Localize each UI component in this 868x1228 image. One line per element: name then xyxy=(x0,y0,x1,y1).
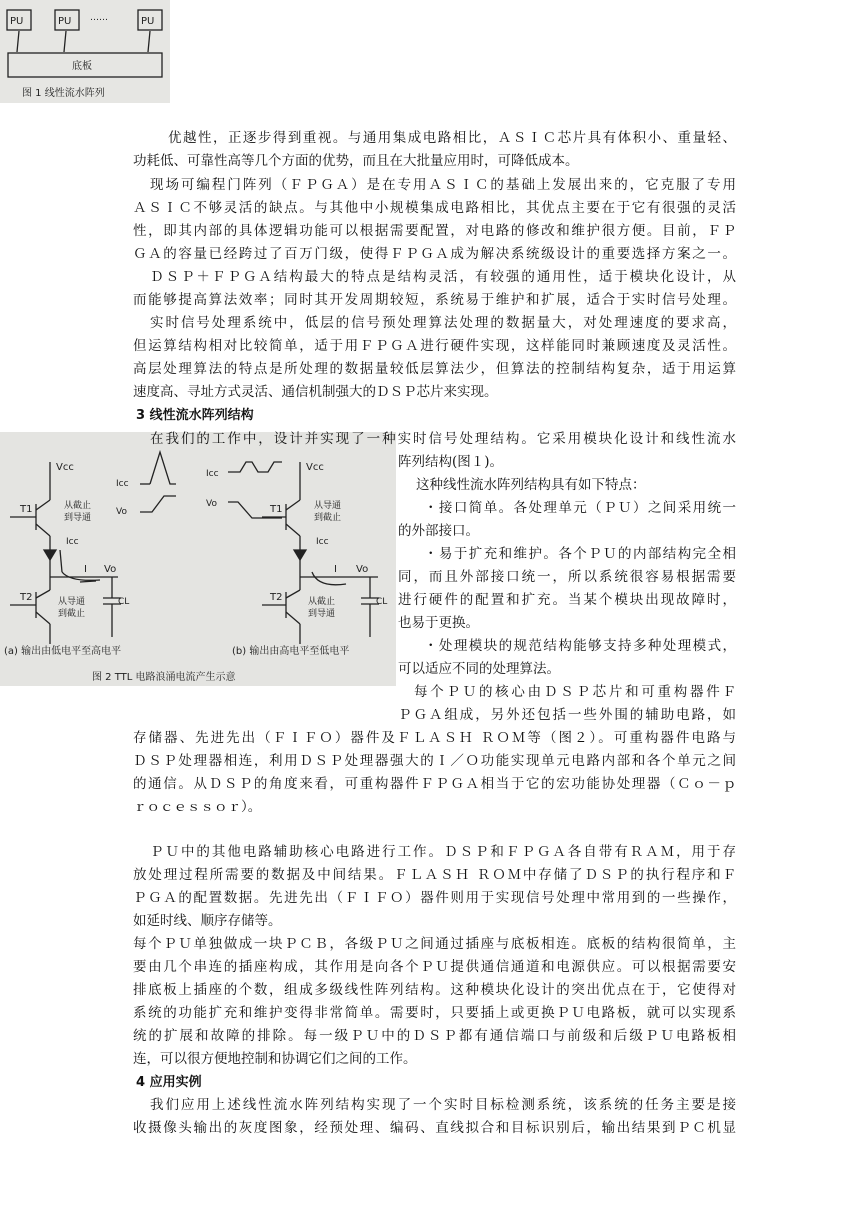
text-line: ＧＡ的容量已经跨过了百万门级，使得ＦＰＧＡ成为解决系统级设计的重要选择方案之一。 xyxy=(133,246,736,262)
text-line: ・易于扩充和维护。各个ＰＵ的内部结构完全相 xyxy=(424,546,736,562)
text-line: 也易于更换。 xyxy=(398,615,479,631)
pu-label-3: PU xyxy=(141,16,155,27)
text-line: 但运算结构相对比较简单，适于用ＦＰＧＡ进行硬件实现，这样能同时兼顾速度及灵活性。 xyxy=(133,338,736,354)
figure-2-caption: 图 2 TTL 电路浪涌电流产生示意 xyxy=(92,672,236,683)
text-line: 的外部接口。 xyxy=(398,523,479,539)
pu-label-2: PU xyxy=(58,16,72,27)
figure-2 xyxy=(0,432,396,686)
right-cl-label: CL xyxy=(376,597,388,607)
text-line: 而能够提高算法效率；同时其开发周期较短，系统易于维护和扩展，适合于实时信号处理。 xyxy=(133,292,736,308)
right-note-bottom-1: 从截止 xyxy=(308,597,336,607)
text-line: ＰＵ中的其他电路辅助核心电路进行工作。ＤＳＰ和ＦＰＧＡ各自带有ＲＡＭ，用于存 xyxy=(150,844,736,860)
text-line: 要由几个串连的插座构成，其作用是向各个ＰＵ提供通信通道和电源供应。可以根据需要安 xyxy=(133,959,736,975)
right-note-top-1: 从导通 xyxy=(314,501,342,511)
text-line: 连，可以很方便地控制和协调它们之间的工作。 xyxy=(133,1051,417,1067)
right-t2-label: T2 xyxy=(270,592,283,603)
text-line: 进行硬件的配置和扩充。当某个模块出现故障时， xyxy=(398,592,736,608)
text-line: 优越性，正逐步得到重视。与通用集成电路相比，ＡＳＩＣ芯片具有体积小、重量轻、 xyxy=(168,130,736,146)
text-line: 放处理过程所需要的数据及中间结果。ＦＬＡＳＨ ＲＯＭ中存储了ＤＳＰ的执行程序和Ｆ xyxy=(133,867,736,883)
left-t1-label: T1 xyxy=(20,504,33,515)
text-line: 功耗低、可靠性高等几个方面的优势，而且在大批量应用时，可降低成本。 xyxy=(133,153,579,169)
right-t1-label: T1 xyxy=(270,504,283,515)
right-note-top-2: 到截止 xyxy=(314,513,342,523)
text-line: 可以适应不同的处理算法。 xyxy=(398,661,560,677)
left-icc-label: Icc xyxy=(66,537,79,547)
left-note-top-1: 从截止 xyxy=(64,501,92,511)
text-line: 收摄像头输出的灰度图象，经预处理、编码、直线拟合和目标识别后，输出结果到ＰＣ机显 xyxy=(133,1120,736,1136)
text-line: ・接口简单。各处理单元（ＰＵ）之间采用统一 xyxy=(424,500,736,516)
pu-label-1: PU xyxy=(10,16,24,27)
text-line: 如延时线、顺序存储等。 xyxy=(133,913,282,929)
right-icc-label: Icc xyxy=(316,537,329,547)
left-graph-v-label: Vo xyxy=(116,507,127,517)
left-subcaption: (a) 输出由低电平至高电平 xyxy=(4,646,122,657)
text-line: ＰＧＡ的配置数据。先进先出（ＦＩＦＯ）器件则用于实现信号处理中常用到的一些操作， xyxy=(133,890,736,906)
text-line: 统的扩展和故障的排除。每一级ＰＵ中的ＤＳＰ都有通信端口与前级和后级ＰＵ电路板相 xyxy=(133,1028,736,1044)
text-line: ＤＳＰ处理器相连，利用ＤＳＰ处理器强大的Ｉ／Ｏ功能实现单元电路内部和各个单元之间 xyxy=(133,753,736,769)
figure-1 xyxy=(0,0,170,103)
section-heading-4: 4 应用实例 xyxy=(136,1075,202,1090)
text-line: 排底板上插座的个数，组成多级线性阵列结构。这种模块化设计的突出优点在于，它使得对 xyxy=(133,982,736,998)
left-graph-icc-label: Icc xyxy=(116,479,129,489)
pu-ellipsis: …… xyxy=(90,13,108,23)
right-note-bottom-2: 到导通 xyxy=(308,609,336,619)
text-line: 每个ＰＵ单独做成一块ＰＣＢ，各级ＰＵ之间通过插座与底板相连。底板的结构很简单，主 xyxy=(133,936,736,952)
text-line: 性，即其内部的具体逻辑功能可以根据需要配置，对电路的修改和维护很方便。目前，ＦＰ xyxy=(133,223,736,239)
right-subcaption: (b) 输出由高电平至低电平 xyxy=(232,646,350,657)
text-line: 我们应用上述线性流水阵列结构实现了一个实时目标检测系统，该系统的任务主要是接 xyxy=(150,1097,736,1113)
left-vcc-label: Vcc xyxy=(56,462,74,473)
figure-1-caption: 图 1 线性流水阵列 xyxy=(22,88,105,99)
text-line: 的通信。从ＤＳＰ的角度来看，可重构器件ＦＰＧＡ相当于它的宏功能协处理器（Ｃｏ－ｐ xyxy=(133,776,736,792)
text-line: 系统的功能扩充和维护变得非常简单。需要时，只要插上或更换ＰＵ电路板，就可以实现系 xyxy=(133,1005,736,1021)
right-vo-label: Vo xyxy=(356,564,369,575)
text-line: ＡＳＩＣ不够灵活的缺点。与其他中小规模集成电路相比，其优点主要在于它有很强的灵活 xyxy=(133,200,736,216)
left-note-bottom-2: 到截止 xyxy=(58,609,86,619)
left-note-top-2: 到导通 xyxy=(64,513,92,523)
left-note-bottom-1: 从导通 xyxy=(58,597,86,607)
left-cl-label: CL xyxy=(118,597,130,607)
text-line: 阵列结构(图１)。 xyxy=(398,454,504,470)
text-line: ｒｏｃｅｓｓｏｒ）。 xyxy=(133,799,262,815)
right-graph-v-label: Vo xyxy=(206,499,217,509)
text-line: 这种线性流水阵列结构具有如下特点： xyxy=(416,477,646,493)
figure-2-diagram xyxy=(0,432,396,686)
text-line: 高层处理算法的特点是所处理的数据量较低层算法少，但算法的控制结构复杂，适于用运算 xyxy=(133,361,736,377)
right-graph-icc-label: Icc xyxy=(206,469,219,479)
left-i-label: I xyxy=(84,564,87,575)
text-line: ・处理模块的规范结构能够支持多种处理模式， xyxy=(424,638,736,654)
left-vo-label: Vo xyxy=(104,564,117,575)
text-line: ＰＧＡ组成，另外还包括一些外围的辅助电路，如 xyxy=(398,707,736,723)
text-line: 每个ＰＵ的核心由ＤＳＰ芯片和可重构器件Ｆ xyxy=(414,684,736,700)
right-vcc-label: Vcc xyxy=(306,462,324,473)
base-board-label: 底板 xyxy=(72,61,92,72)
text-line: ＤＳＰ＋ＦＰＧＡ结构最大的特点是结构灵活，有较强的通用性，适于模块化设计，从 xyxy=(150,269,736,285)
right-i-label: I xyxy=(334,564,337,575)
figure-1-diagram xyxy=(0,0,170,103)
text-line: 存储器、先进先出（ＦＩＦＯ）器件及ＦＬＡＳＨ ＲＯＭ等（图２）。可重构器件电路与 xyxy=(133,730,736,746)
text-line: 在我们的工作中，设计并实现了一种实时信号处理结构。它采用模块化设计和线性流水 xyxy=(150,431,736,447)
text-line: 实时信号处理系统中，低层的信号预处理算法处理的数据量大，对处理速度的要求高， xyxy=(150,315,736,331)
section-heading-3: 3 线性流水阵列结构 xyxy=(136,408,254,423)
text-line: 现场可编程门阵列（ＦＰＧＡ）是在专用ＡＳＩＣ的基础上发展出来的，它克服了专用 xyxy=(150,177,736,193)
left-t2-label: T2 xyxy=(20,592,33,603)
text-line: 速度高、寻址方式灵活、通信机制强大的ＤＳＰ芯片来实现。 xyxy=(133,384,498,400)
text-line: 同，而且外部接口统一，所以系统很容易根据需要 xyxy=(398,569,736,585)
